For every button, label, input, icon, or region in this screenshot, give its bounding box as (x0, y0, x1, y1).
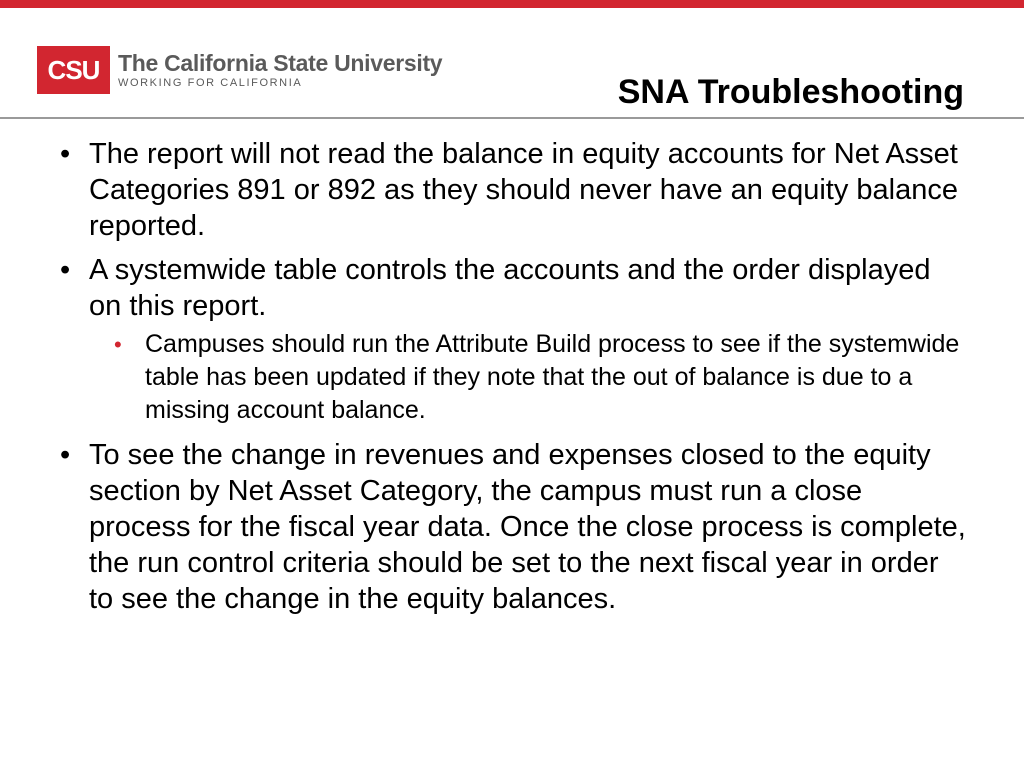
logo-tagline: WORKING FOR CALIFORNIA (118, 77, 303, 89)
bullet-text: To see the change in revenues and expenses closed to the equity section by Net Asset Category, the campus must run a close process for the fiscal year data. Once the close process is complete, the run control criteria should be set to the next fiscal year in order to see the change in the equity balances. (89, 439, 966, 615)
header-divider (0, 117, 1024, 119)
sub-bullet-text: Campuses should run the Attribute Build process to see if the systemwide table has been updated if they note that the out of balance is due to a missing account balance. (145, 330, 960, 424)
slide-title: SNA Troubleshooting (617, 73, 964, 111)
bullet-item (56, 136, 966, 244)
sub-bullet-mark: • (114, 332, 122, 357)
bullet-text: The report will not read the balance in equity accounts for Net Asset Categories 891 or 892 as they should never have an equity balance reported. (89, 138, 958, 242)
bullet-text: A systemwide table controls the accounts and the order displayed on this report. (89, 254, 931, 322)
bullet-mark: • (60, 439, 71, 471)
csu-logo (37, 46, 442, 94)
bullet-mark: • (60, 138, 71, 170)
slide-content (56, 136, 966, 625)
logo-university-name: The California State University (118, 50, 443, 76)
csu-logo-mark: CSU (37, 46, 110, 94)
bullet-mark: • (60, 254, 71, 286)
top-accent-bar (0, 0, 1024, 8)
bullet-item (56, 252, 966, 324)
sub-bullet-item (114, 328, 965, 427)
bullet-item (56, 437, 966, 617)
csu-logo-text (118, 50, 442, 90)
